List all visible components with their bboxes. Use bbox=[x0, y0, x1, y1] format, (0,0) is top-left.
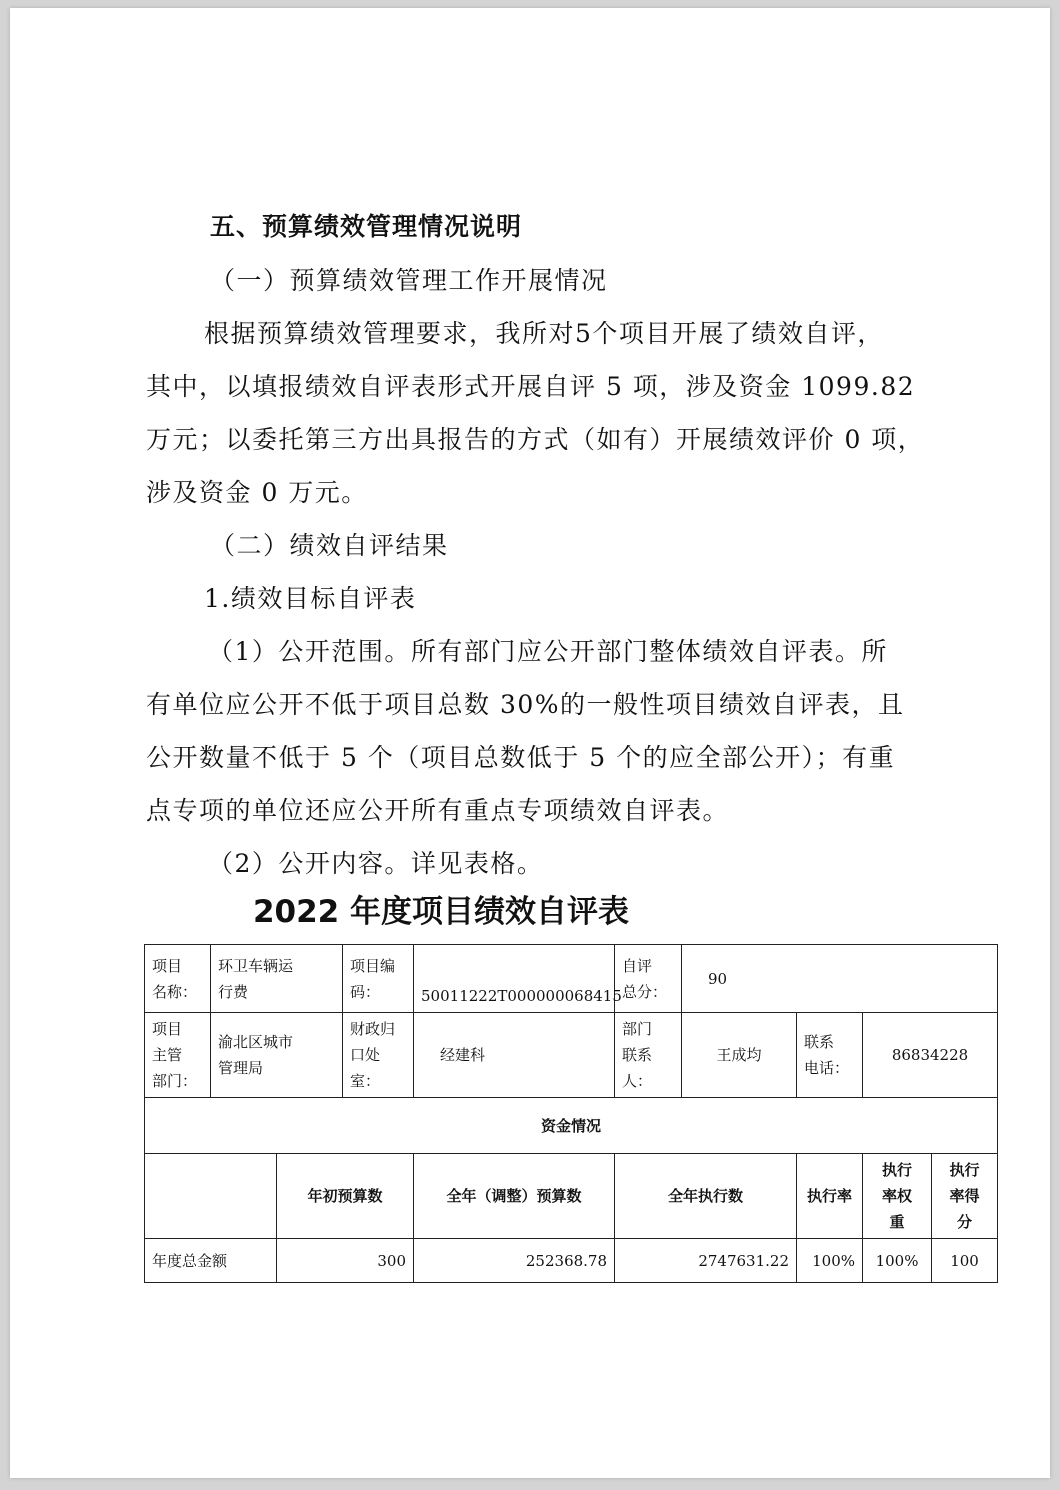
table-row bbox=[145, 1013, 998, 1098]
project-name-value: 环卫车辆运 行费 bbox=[211, 945, 343, 1013]
funds-cell: 100 bbox=[932, 1239, 998, 1283]
project-code-label: 项目编 码： bbox=[343, 945, 414, 1013]
funds-section-title: 资金情况 bbox=[145, 1098, 998, 1154]
section-heading: 五、预算绩效管理情况说明 bbox=[210, 212, 523, 241]
paragraph-3: （2）公开内容。详见表格。 bbox=[208, 849, 544, 878]
funds-cell: 年度总金额 bbox=[145, 1239, 277, 1283]
subheading-1: （一）预算绩效管理工作开展情况 bbox=[210, 266, 608, 295]
table-row bbox=[145, 1154, 998, 1239]
finance-label: 财政归 口处 室： bbox=[343, 1013, 414, 1098]
paragraph-2-line: （1）公开范围。所有部门应公开部门整体绩效自评表。所 bbox=[208, 637, 888, 666]
dept-label: 项目 主管 部门： bbox=[145, 1013, 211, 1098]
project-code-value: 50011222T000000068415 bbox=[414, 945, 615, 1013]
performance-table bbox=[144, 944, 998, 1283]
funds-header: 执行率 bbox=[797, 1154, 863, 1239]
project-name-label: 项目 名称： bbox=[145, 945, 211, 1013]
phone-value: 86834228 bbox=[863, 1013, 998, 1098]
score-value: 90 bbox=[682, 945, 998, 1013]
score-label: 自评 总分： bbox=[615, 945, 682, 1013]
paragraph-1-line: 涉及资金 0 万元。 bbox=[146, 478, 368, 507]
item-heading: 1.绩效目标自评表 bbox=[204, 584, 417, 613]
funds-cell: 100% bbox=[863, 1239, 932, 1283]
funds-header: 年初预算数 bbox=[277, 1154, 414, 1239]
funds-header: 全年（调整）预算数 bbox=[414, 1154, 615, 1239]
table-title: 2022 年度项目绩效自评表 bbox=[252, 894, 630, 930]
phone-label: 联系 电话： bbox=[797, 1013, 863, 1098]
funds-header: 全年执行数 bbox=[615, 1154, 797, 1239]
funds-cell: 100% bbox=[797, 1239, 863, 1283]
funds-cell: 300 bbox=[277, 1239, 414, 1283]
funds-cell: 252368.78 bbox=[414, 1239, 615, 1283]
table-row bbox=[145, 1239, 998, 1283]
subheading-2: （二）绩效自评结果 bbox=[210, 531, 449, 560]
dept-value: 渝北区城市 管理局 bbox=[211, 1013, 343, 1098]
document-page bbox=[10, 8, 1050, 1478]
funds-header bbox=[145, 1154, 277, 1239]
contact-label: 部门 联系 人： bbox=[615, 1013, 682, 1098]
finance-value: 经建科 bbox=[414, 1013, 615, 1098]
funds-header: 执行 率权 重 bbox=[863, 1154, 932, 1239]
table-row bbox=[145, 1098, 998, 1154]
funds-cell: 2747631.22 bbox=[615, 1239, 797, 1283]
paragraph-1-line: 根据预算绩效管理要求，我所对5个项目开展了绩效自评， bbox=[204, 319, 884, 348]
funds-header: 执行 率得 分 bbox=[932, 1154, 998, 1239]
paragraph-2-line: 有单位应公开不低于项目总数 30%的一般性项目绩效自评表，且 bbox=[146, 690, 905, 719]
paragraph-2-line: 点专项的单位还应公开所有重点专项绩效自评表。 bbox=[146, 796, 730, 825]
contact-value: 王成均 bbox=[682, 1013, 797, 1098]
table-row bbox=[145, 945, 998, 1013]
paragraph-1-line: 其中，以填报绩效自评表形式开展自评 5 项，涉及资金 1099.82 bbox=[146, 372, 916, 401]
paragraph-1-line: 万元；以委托第三方出具报告的方式（如有）开展绩效评价 0 项， bbox=[146, 425, 925, 454]
paragraph-2-line: 公开数量不低于 5 个（项目总数低于 5 个的应全部公开）；有重 bbox=[146, 743, 896, 772]
